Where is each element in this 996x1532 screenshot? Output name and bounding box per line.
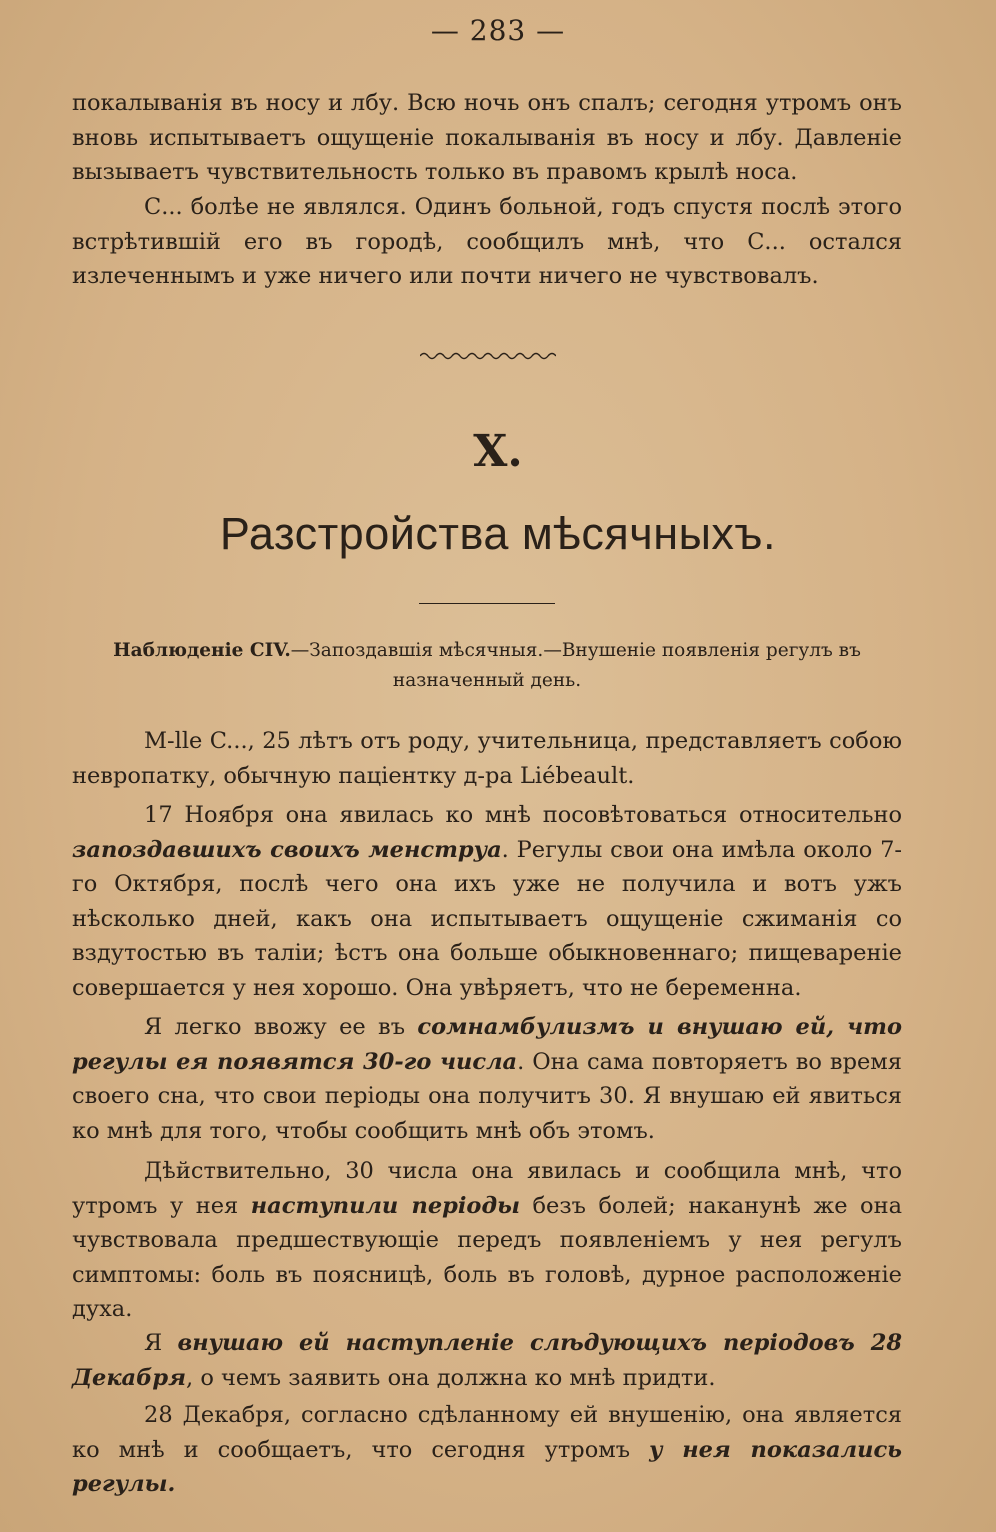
emphasis-run: наступили періоды: [250, 1192, 520, 1219]
observation-heading: [72, 636, 902, 696]
text-run: Я легко ввожу ее въ: [144, 1014, 418, 1040]
paragraph-body-4: [72, 1154, 902, 1327]
wavy-divider: [420, 349, 556, 363]
text-run: , о чемъ заявить она должна ко мнѣ придти.: [186, 1364, 716, 1391]
emphasis-run: внушаю ей наступленіе слѣдующихъ періодовъ 28 Декабря: [72, 1330, 903, 1391]
text-run: Я: [144, 1330, 178, 1356]
paragraph-body-1: M-lle C..., 25 лѣтъ отъ роду, учительница, представляетъ собою невропатку, обычную паціентку д-ра Liébeault.: [72, 728, 902, 789]
paragraph-intro-1: покалыванія въ носу и лбу. Всю ночь онъ спалъ; сегодня утромъ онъ вновь испытываетъ ощущеніе покалыванія въ носу и лбу. Давленіе вызываетъ чувствительность только въ правомъ крылѣ носа.: [72, 90, 902, 185]
observation-label: Наблюденіе CIV.: [113, 640, 291, 661]
text-run: . Она сама повторяетъ во время своего сна, что свои періоды она получитъ 30. Я внушаю ей явиться ко мнѣ для того, чтобы сообщить мнѣ объ этомъ.: [72, 1048, 902, 1144]
page-number: — 283 —: [430, 14, 566, 47]
paragraph-body-2: [72, 798, 902, 1005]
paragraph-body-3: [72, 1010, 902, 1148]
observation-text: —Запоздавшія мѣсячныя.—Внушеніе появленія регулъ въ назначенный день.: [290, 640, 861, 691]
emphasis-run: запоздавшихъ своихъ менструа: [72, 836, 502, 863]
chapter-title: Разстройства мѣсячныхъ.: [219, 508, 777, 559]
chapter-numeral-text: X.: [473, 426, 523, 476]
paragraph-intro-2: С... болѣе не являлся. Одинъ больной, годъ спустя послѣ этого встрѣтившій его въ городѣ, сообщилъ мнѣ, что С... остался излеченнымъ и уже ничего или почти ничего не чувствовалъ.: [72, 194, 902, 289]
chapter-numeral: [0, 426, 996, 476]
text-run: Дѣйствительно, 30 числа она явилась и сообщила мнѣ, что утромъ у нея: [72, 1158, 902, 1219]
paragraph-body-5: [72, 1326, 902, 1395]
title-underline: [419, 603, 555, 604]
text-run: . Регулы свои она имѣла около 7-го Октября, послѣ чего она ихъ уже не получила и вотъ ужъ нѣсколько дней, какъ она испытываетъ ощущеніе сжиманія со вздутостью въ таліи; ѣстъ она больше обыкновеннаго; пищевареніе совершается у нея хорошо. Она увѣряетъ, что не беременна.: [72, 836, 902, 1001]
text-run: 28 Декабря, согласно сдѣланному ей внушенію, она является ко мнѣ и сообщаетъ, что сегодня утромъ: [72, 1402, 902, 1463]
paragraph-body-6: [72, 1398, 902, 1502]
emphasis-run: сомнамбулизмъ и внушаю ей, что регулы ея появятся 30-го числа: [72, 1014, 902, 1075]
emphasis-run: у нея показались регулы.: [72, 1436, 902, 1497]
text-run: 17 Ноября она явилась ко мнѣ посовѣтоваться относительно: [144, 802, 902, 828]
text-run: безъ болей; наканунѣ же она чувствовала предшествующіе передъ появленіемъ у нея регулъ симптомы: боль въ поясницѣ, боль въ головѣ, дурное расположеніе духа.: [72, 1192, 902, 1322]
